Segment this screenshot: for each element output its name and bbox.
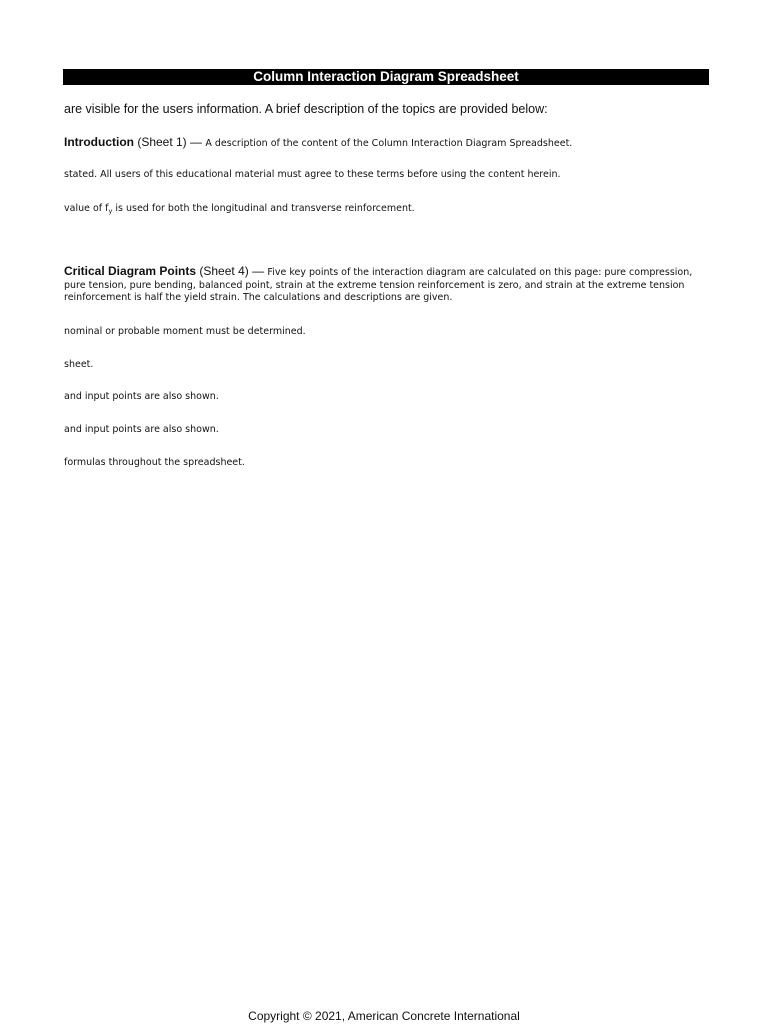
introduction-heading: Introduction: [64, 135, 134, 149]
sheet-fragment: sheet.: [64, 359, 94, 370]
intro-text: are visible for the users information. A brief description of the topics are provided below:: [64, 102, 548, 116]
value-prefix: value of f: [64, 203, 109, 214]
critical-sheet-label: (Sheet 4) —: [196, 264, 268, 278]
reinforcement-fragment: [64, 203, 415, 215]
critical-description: Five key points of the interaction diagram are calculated on this page: pure compression, pure tension, pure bending, balanced point, strain at the extreme tension reinforcement is zero, and strain at the extreme tension reinforcement is half the yield strain. The calculations and descriptions are given.: [64, 267, 693, 303]
input-points-fragment-1: and input points are also shown.: [64, 391, 219, 402]
critical-heading: Critical Diagram Points: [64, 264, 197, 278]
moment-fragment: nominal or probable moment must be determined.: [64, 326, 306, 337]
critical-points-section: [64, 265, 712, 305]
formulas-fragment: formulas throughout the spreadsheet.: [64, 457, 245, 468]
terms-fragment: stated. All users of this educational material must agree to these terms before using the content herein.: [64, 169, 561, 180]
copyright-footer: Copyright © 2021, American Concrete International: [248, 1009, 520, 1023]
introduction-description: A description of the content of the Column Interaction Diagram Spreadsheet.: [205, 138, 573, 149]
introduction-sheet-label: (Sheet 1) —: [133, 135, 206, 149]
input-points-fragment-2: and input points are also shown.: [64, 424, 219, 435]
document-title: Column Interaction Diagram Spreadsheet: [63, 69, 709, 85]
value-subscript: y: [108, 207, 113, 215]
introduction-section: [64, 135, 572, 149]
value-suffix: is used for both the longitudinal and transverse reinforcement.: [112, 203, 415, 214]
